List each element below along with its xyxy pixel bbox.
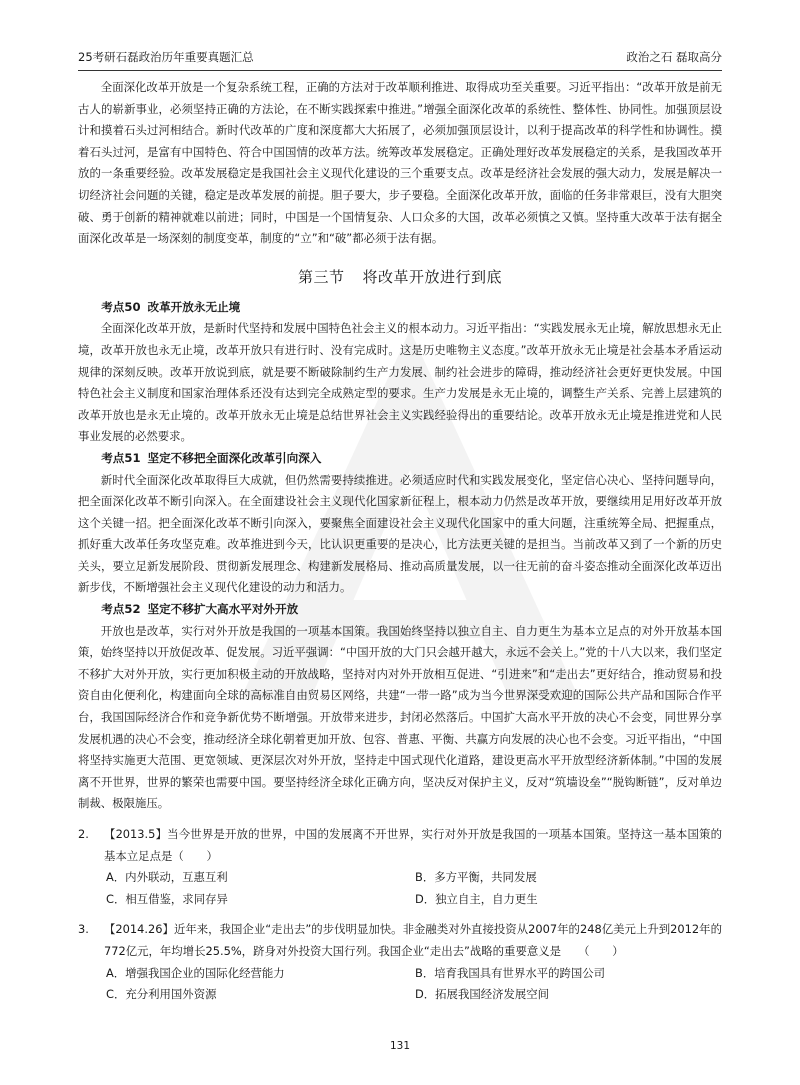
option-d: D．拓展我国经济发展空间 bbox=[415, 987, 550, 1002]
kaodian-label: 考点52 bbox=[101, 602, 141, 617]
kaodian-text-51: 新时代全面深化改革取得巨大成就，但仍然需要持续推进。必须适应时代和实践发展变化，坚定信心决心、坚持问题导向，把全面深化改革不断引向深入。在全面建设社会主义现代化国家新征程上，根本动力仍然是改革开放，要继续用足用好改革开放这个关键一招。把全面深化改革不断引向深入，要聚焦全面建设社会主义现代化国家中的重大问题，注重统筹全局、把握重点，抓好重大改革任务攻坚克难。改革推进到今天，比认识更重要的是决心，比方法更关键的是担当。当前改革又到了一个新的历史关头，要立足新发展阶段、贯彻新发展理念、构建新发展格局、推动高质量发展，以一往无前的奋斗姿态推动全面深化改革迈出新步伐，不断增强社会主义现代化建设的动力和活力。 bbox=[78, 472, 722, 595]
kaodian-title: 坚定不移把全面深化改革引向深入 bbox=[147, 450, 322, 465]
kaodian-heading-52 bbox=[78, 599, 722, 621]
section-number: 第三节 bbox=[297, 267, 345, 286]
kaodian-text-50: 全面深化改革开放，是新时代坚持和发展中国特色社会主义的根本动力。习近平指出：“实践发展永无止境，解放思想永无止境，改革开放也永无止境，改革开放只有进行时、没有完成时。这是历史唯物主义态度。”改革开放永无止境是社会基本矛盾运动规律的深刻反映。改革开放说到底，就是要不断破除制约生产力发展、制约社会进步的障碍，推动经济社会更好更快发展。中国特色社会主义制度和国家治理体系还没有达到完全成熟定型的要求。生产力发展是永无止境的，调整生产关系、完善上层建筑的改革开放也是永无止境的。改革开放永无止境是总结世界社会主义实践经验得出的重要结论。改革开放永无止境是推进党和人民事业发展的必然要求。 bbox=[78, 321, 722, 444]
question-stem: 【2013.5】当今世界是开放的世界，中国的发展离不开世界，实行对外开放是我国的一项基本国策。坚持这一基本国策的基本立足点是（ ） bbox=[104, 827, 722, 863]
option-a: A．内外联动，互惠互利 bbox=[106, 870, 228, 885]
header-slogan: 政治之石 磊取高分 bbox=[626, 50, 722, 64]
header-title: 25考研石磊政治历年重要真题汇总 bbox=[78, 50, 254, 64]
intro-paragraph: 全面深化改革开放是一个复杂系统工程，正确的方法对于改革顺利推进、取得成功至关重要。习近平指出：“改革开放是前无古人的崭新事业，必须坚持正确的方法论，在不断实践探索中推进。”增强全面深化改革的系统性、整体性、协同性。加强顶层设计和摸着石头过河相结合。新时代改革的广度和深度都大大拓展了，必须加强顶层设计，以利于提高改革的科学性和协调性。摸着石头过河，是富有中国特色、符合中国国情的改革方法。统筹改革发展稳定。正确处理好改革发展稳定的关系，是我国改革开放的一条重要经验。改革发展稳定是我国社会主义现代化建设的三个重要支点。改革是经济社会发展的强大动力，发展是解决一切经济社会问题的关键，稳定是改革发展的前提。胆子要大，步子要稳。全面深化改革开放，面临的任务非常艰巨，没有大胆突破、勇于创新的精神就难以前进；同时，中国是一个国情复杂、人口众多的大国，改革必须慎之又慎。坚持重大改革于法有据全面深化改革是一场深刻的制度变革，制度的“立”和“破”都必须于法有据。 bbox=[78, 80, 722, 246]
question-stem: 【2014.26】近年来，我国企业“走出去”的步伐明显加快。非金融类对外直接投资从2007年的248亿美元上升到2012年的772亿元，年均增长25.5%，跻身对外投资大国行列。我国企业“走出去”战略的重要意义是 （ ） bbox=[104, 922, 722, 958]
question-options bbox=[78, 867, 722, 910]
question-number: 2. bbox=[78, 827, 89, 841]
page-number: 131 bbox=[389, 1040, 411, 1052]
option-b: B．多方平衡，共同发展 bbox=[415, 870, 537, 885]
option-c: C．充分利用国外资源 bbox=[106, 987, 217, 1002]
option-d: D．独立自主，自力更生 bbox=[415, 891, 538, 906]
page-header bbox=[78, 48, 722, 71]
option-b: B．培育我国具有世界水平的跨国公司 bbox=[415, 965, 606, 980]
kaodian-title: 改革开放永无止境 bbox=[147, 299, 241, 314]
option-a: A．增强我国企业的国际化经营能力 bbox=[106, 965, 285, 980]
kaodian-label: 考点51 bbox=[101, 450, 141, 465]
page-content bbox=[78, 77, 722, 1006]
option-c: C．相互借鉴，求同存异 bbox=[106, 891, 228, 906]
kaodian-heading-51 bbox=[78, 448, 722, 470]
kaodian-text-52: 开放也是改革，实行对外开放是我国的一项基本国策。我国始终坚持以独立自主、自力更生为基本立足点的对外开放基本国策，始终坚持以开放促改革、促发展。习近平强调：“中国开放的大门只会越开越大，永远不会关上。”党的十八大以来，我们坚定不移扩大对外开放，实行更加积极主动的开放战略，坚持对内对外开放相互促进、“引进来”和“走出去”更好结合，推动贸易和投资自由化便利化，构建面向全球的高标准自由贸易区网络，共建“一带一路”成为当今世界深受欢迎的国际公共产品和国际合作平台，我国国际经济合作和竞争新优势不断增强。开放带来进步，封闭必然落后。中国扩大高水平开放的决心不会变，同世界分享发展机遇的决心不会变，推动经济全球化朝着更加开放、包容、普惠、平衡、共赢方向发展的决心也不会变。习近平指出，“中国将坚持实施更大范围、更宽领域、更深层次对外开放，坚持走中国式现代化道路，建设更高水平开放型经济新体制。”中国的发展离不开世界，世界的繁荣也需要中国。要坚持经济全球化正确方向，坚决反对保护主义，反对“筑墙设垒”“脱钩断链”，反对单边制裁、极限施压。 bbox=[78, 623, 722, 811]
kaodian-title: 坚定不移扩大高水平对外开放 bbox=[147, 602, 299, 617]
question-3 bbox=[78, 919, 722, 1005]
question-options bbox=[78, 963, 722, 1006]
question-2 bbox=[78, 824, 722, 910]
section-heading: 将改革开放进行到底 bbox=[362, 267, 503, 286]
kaodian-heading-50 bbox=[78, 297, 722, 319]
section-title bbox=[78, 266, 722, 288]
question-number: 3. bbox=[78, 922, 89, 937]
kaodian-label: 考点50 bbox=[101, 299, 141, 314]
